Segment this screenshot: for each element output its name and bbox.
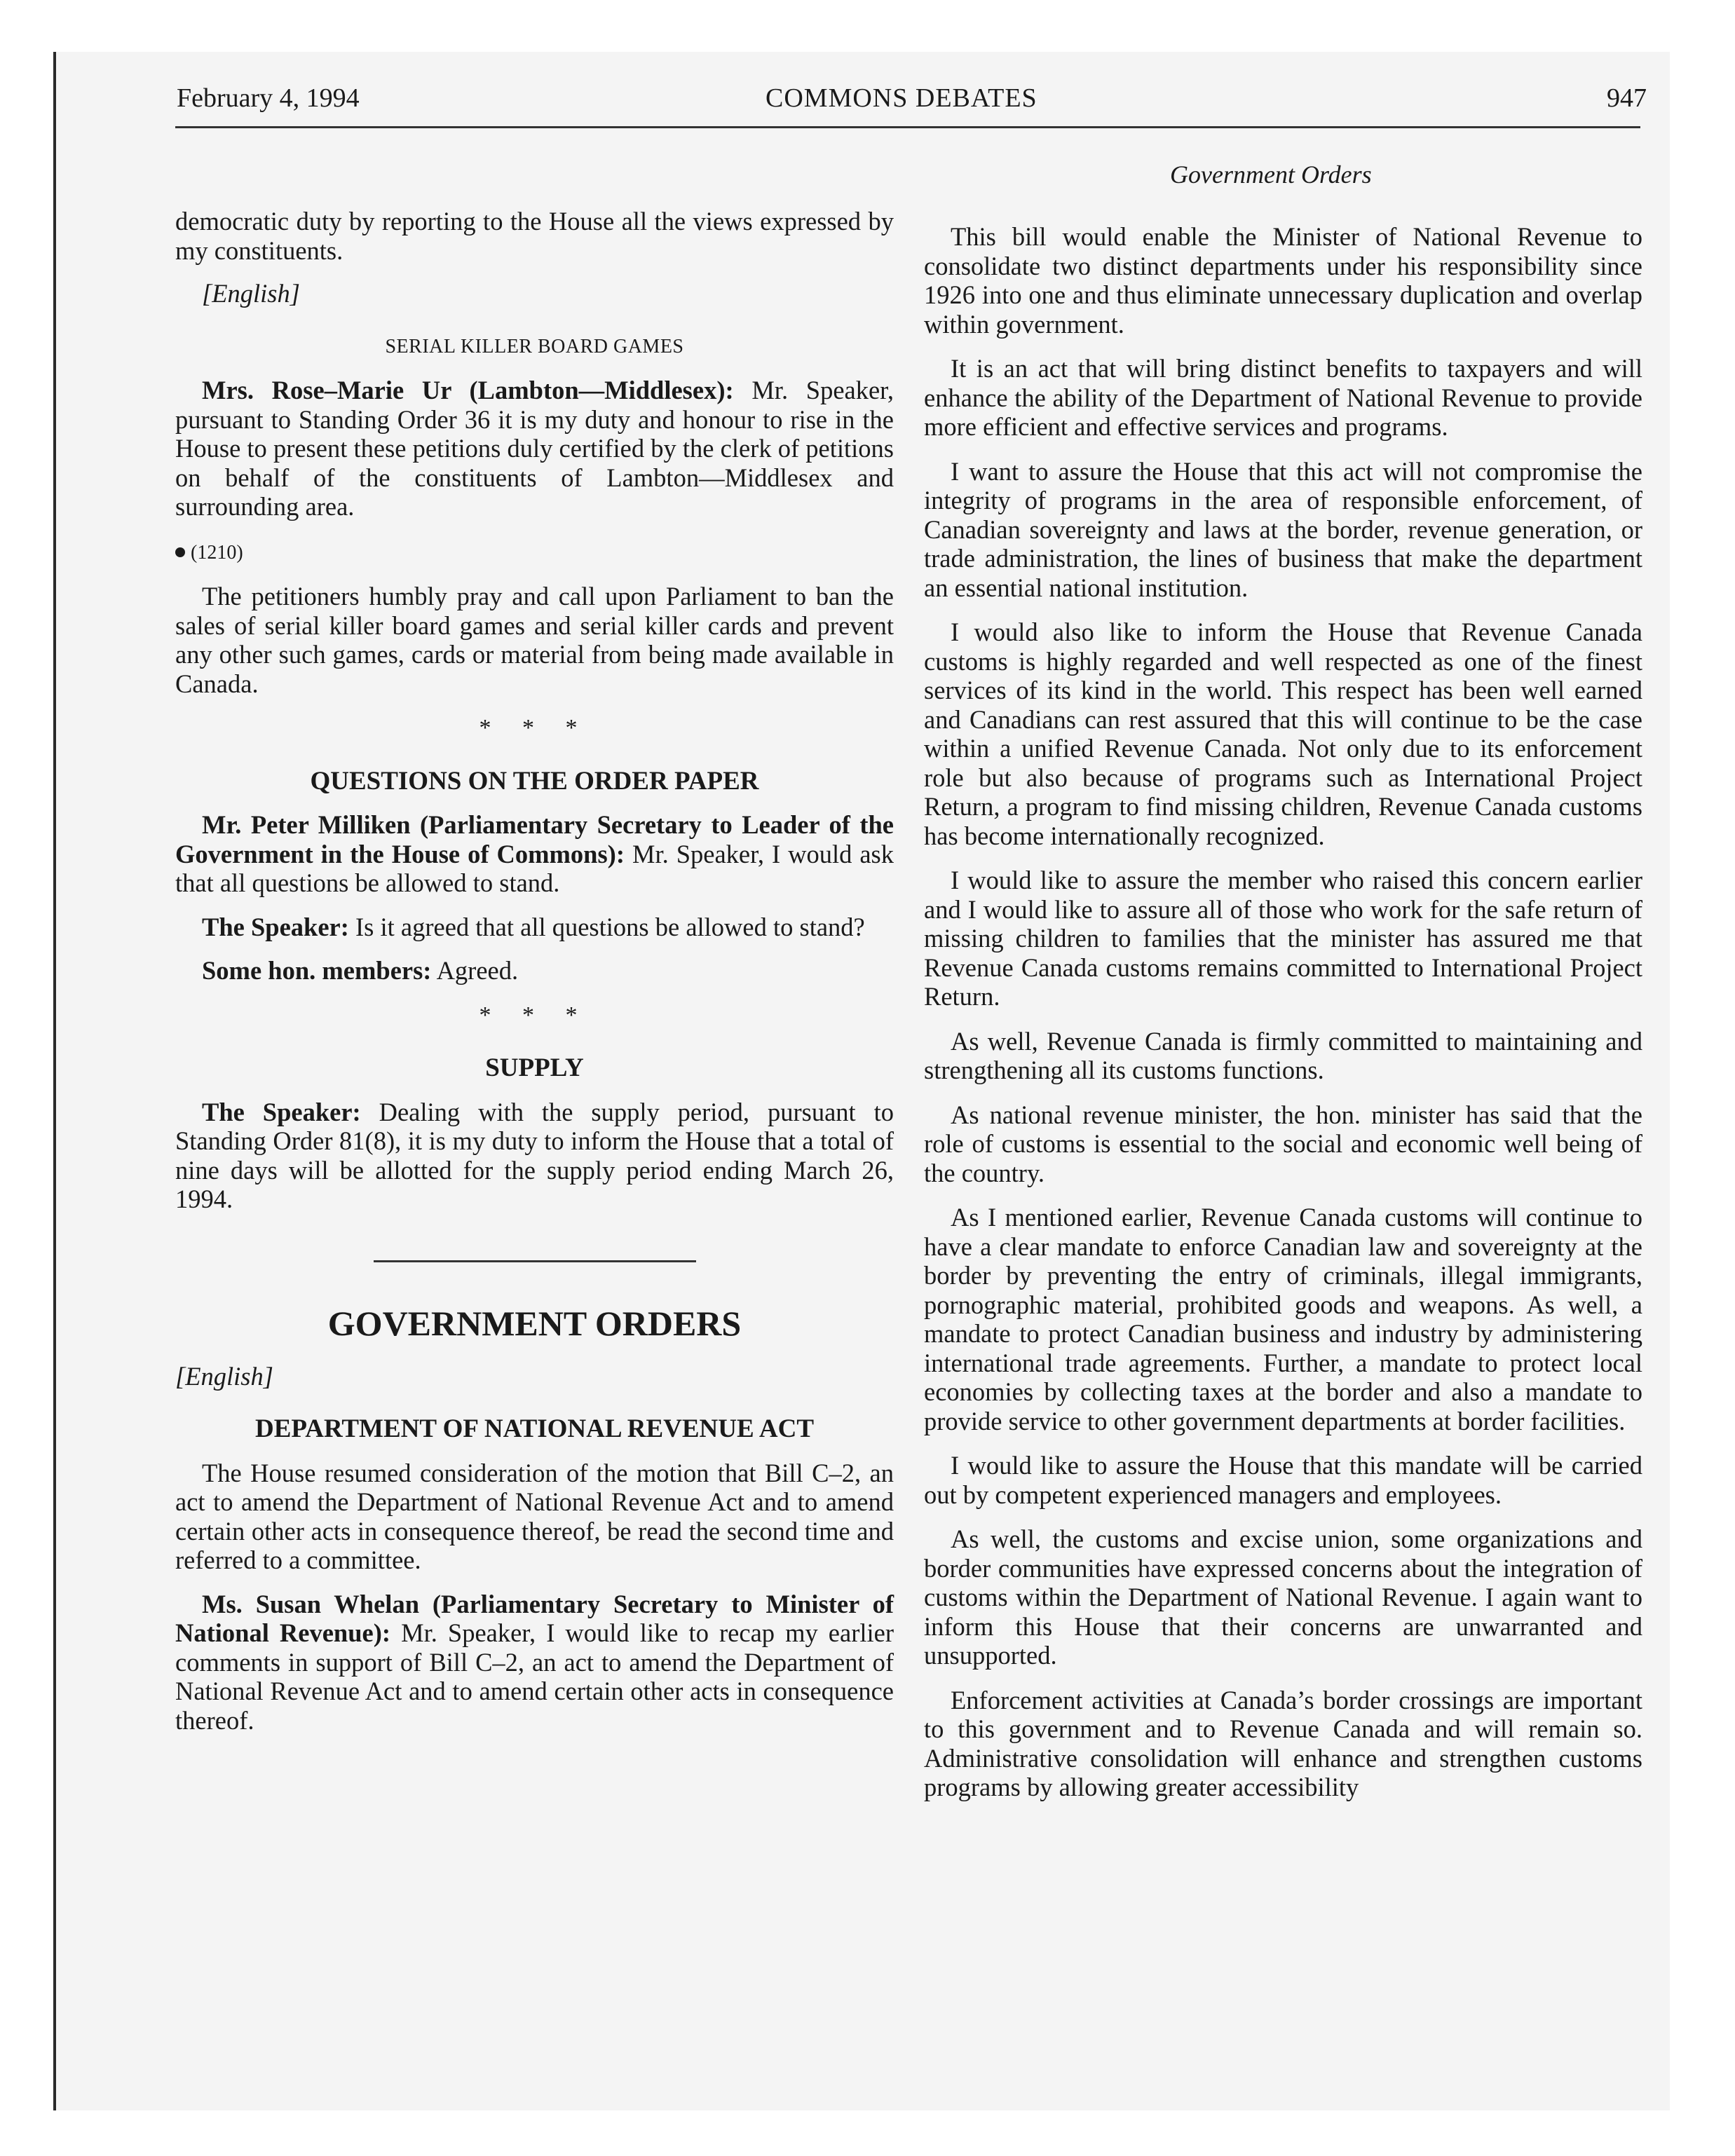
paragraph: The petitioners humbly pray and call upon Parliament to ban the sales of serial killer board games and serial killer cards and prevent any other such games, cards or material from being made available in Canada. [175,582,894,698]
separator-stars: * * * [479,1002,590,1028]
speaker-name: Mrs. Rose–Marie Ur (Lambton—Middlesex): [202,376,734,404]
left-column [175,207,894,1735]
heading-questions: QUESTIONS ON THE ORDER PAPER [310,766,759,796]
paragraph: As well, Revenue Canada is firmly committed to maintaining and strengthening all its customs functions. [924,1026,1642,1084]
paragraph: democratic duty by reporting to the House all the views expressed by my constituents. [175,207,894,265]
right-column [924,207,1642,1802]
speech-speaker: The Speaker: Is it agreed that all questions be allowed to stand? [202,912,865,941]
heading-government-orders: GOVERNMENT ORDERS [327,1303,742,1343]
header-rule [175,126,1640,128]
separator-stars: * * * [479,715,590,741]
paragraph: Enforcement activities at Canada’s border crossings are important to this government and to Revenue Canada and will remain so. Administrative consolidation will enhance and strengthen customs programs by allowing greater accessibility [924,1685,1642,1801]
subheading-serial-killer: SERIAL KILLER BOARD GAMES [385,335,684,357]
time-stamp: (1210) [175,538,894,568]
paragraph: I would also like to inform the House that Revenue Canada customs is highly regarded and well respected as one of the finest services of its kind in the world. This respect has been well earned and Canadians can rest assured that this will continue to be the case within a unified Revenue Canada. Not only due to its enforcement role but also because of programs such as International Project Return, a program to find missing children, Revenue Canada customs has become internationally recognized. [924,618,1642,850]
paragraph: I would like to assure the member who raised this concern earlier and I would like to assure all of those who work for the safe return of missing children to families that the minister has assured me that Revenue Canada customs remains committed to International Project Return. [924,866,1642,1011]
header-date: February 4, 1994 [177,83,360,113]
paragraph: As national revenue minister, the hon. minister has said that the role of customs is essential to the social and economic well being of the country. [924,1100,1642,1187]
paragraph: As well, the customs and excise union, some organizations and border communities have expressed concerns about the integration of customs within the Department of National Revenue. I again want to inform this House that their concerns are unwarranted and unsupported. [924,1524,1642,1670]
speech-whelan: Ms. Susan Whelan (Parliamentary Secretary to Minister of National Revenue): Mr. Speaker, I would like to recap my earlier comments in support of Bill C–2, an act to amend the Department of National Revenue Act and to amend certain other acts in consequence thereof. [175,1589,894,1735]
paragraph: As I mentioned earlier, Revenue Canada customs will continue to have a clear mandate to enforce Canadian law and sovereignty at the border by preventing the entry of criminals, illegal immigrants, pornographic material, prohibited goods and weapons. As well, a mandate to protect Canadian business and industry by administering international trade agreements. Further, a mandate to protect local economies by collecting taxes at the border and also a mandate to provide service to other government departments at border facilities. [924,1203,1642,1435]
speech-members: Some hon. members: Agreed. [202,956,519,985]
speaker-name: Some hon. members: [202,956,432,985]
header-title: COMMONS DEBATES [766,83,1037,113]
speaker-name: The Speaker: [202,1097,361,1126]
paragraph: I want to assure the House that this act will not compromise the integrity of programs in the area of responsible enforcement, of Canadian sovereignty and laws at the border, revenue generation, or trade administration, the lines of business that make the department an essential national institution. [924,456,1642,602]
speaker-name: Mr. Peter Milliken (Parliamentary Secretary to Leader of the Government in the House of Commons): [175,810,894,868]
section-rule [374,1260,696,1262]
speaker-name: The Speaker: [202,912,349,941]
paragraph: The House resumed consideration of the motion that Bill C–2, an act to amend the Department of National Revenue Act and to amend certain other acts in consequence thereof, be read the second time and referred to a committee. [175,1458,894,1574]
paragraph: It is an act that will bring distinct benefits to taxpayers and will enhance the ability of the Department of National Revenue to provide more efficient and effective services and programs. [924,354,1642,441]
paragraph: This bill would enable the Minister of National Revenue to consolidate two distinct departments under his responsibility since 1926 into one and thus eliminate unnecessary duplication and overlap within government. [924,222,1642,339]
speaker-name: Ms. Susan Whelan (Parliamentary Secretary to Minister of National Revenue): [175,1589,894,1647]
speech-speaker: The Speaker: Dealing with the supply period, pursuant to Standing Order 81(8), it is my duty to inform the House that a total of nine days will be allotted for the supply period ending March 26, 1994. [175,1097,894,1213]
page-number: 947 [1607,83,1647,113]
bullet-icon [175,547,185,557]
language-tag: [English] [175,1361,273,1391]
speech-ur: Mrs. Rose–Marie Ur (Lambton—Middlesex): Mr. Speaker, pursuant to Standing Order 36 it is my duty and honour to rise in the House to present these petitions duly certified by the clerk of petitions on behalf of the constituents of Lambton—Middlesex and surrounding area. [175,376,894,521]
section-label: Government Orders [1170,161,1372,189]
heading-supply: SUPPLY [485,1053,584,1082]
heading-department-act: DEPARTMENT OF NATIONAL REVENUE ACT [254,1414,815,1443]
speech-milliken: Mr. Peter Milliken (Parliamentary Secretary to Leader of the Government in the House of Commons): Mr. Speaker, I would ask that all questions be allowed to stand. [175,810,894,897]
paragraph: I would like to assure the House that this mandate will be carried out by competent experienced managers and employees. [924,1451,1642,1509]
language-tag: [English] [202,279,300,308]
